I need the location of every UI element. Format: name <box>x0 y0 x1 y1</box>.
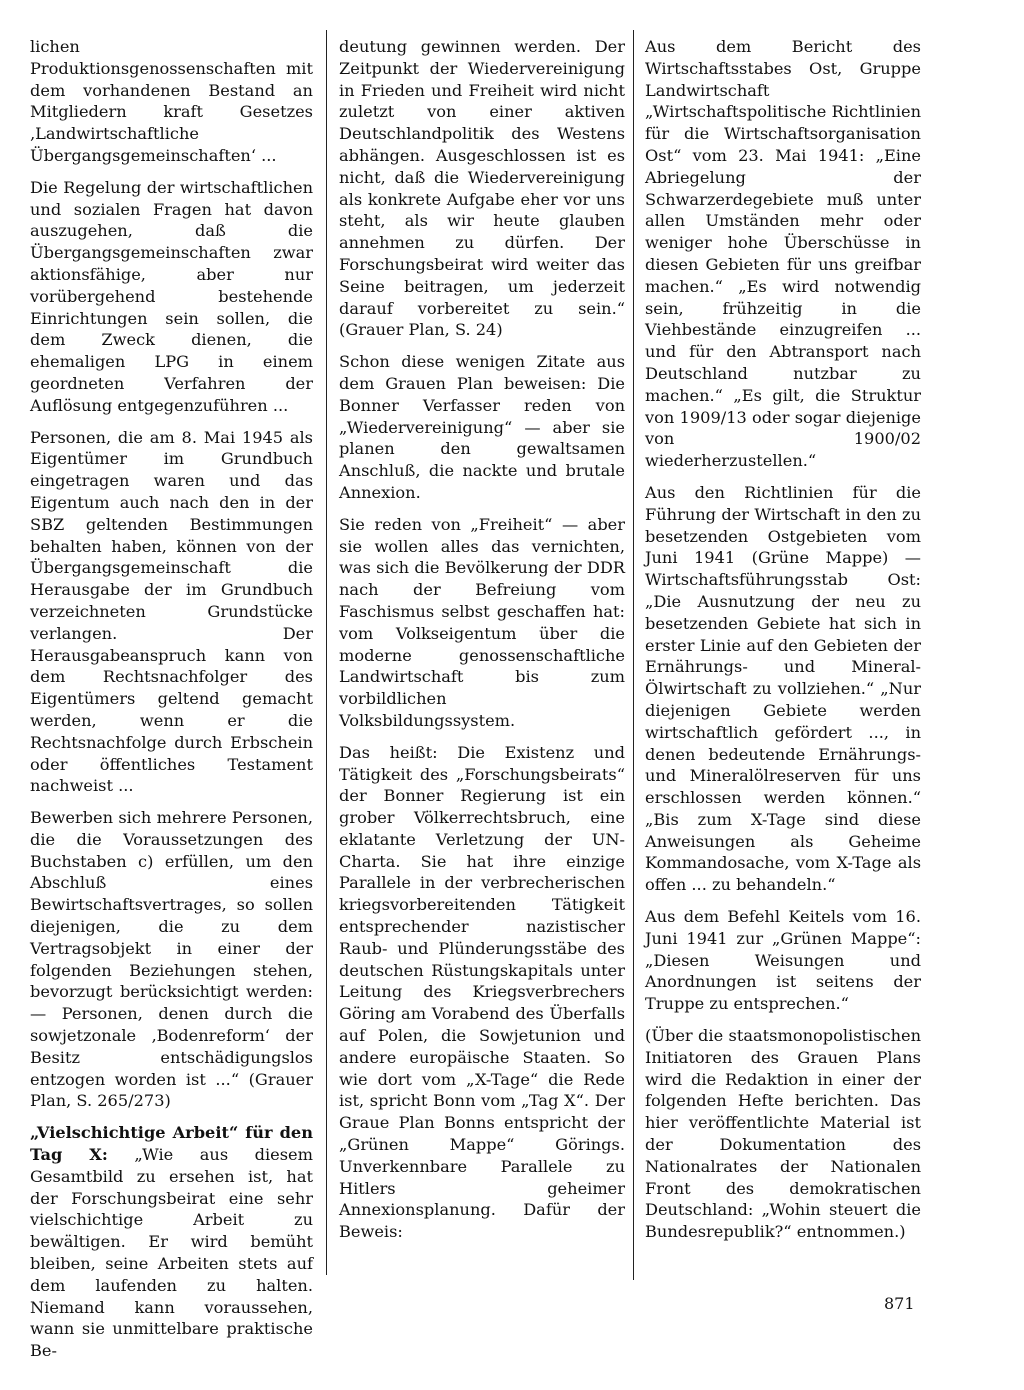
paragraph: Aus dem Bericht des Wirtschaftsstabes Ost, Gruppe Landwirtschaft „Wirtschaftspolitische Richtlinien für die Wirtschaftsorganisation Ost“ vom 23. Mai 1941: „Eine Abriegelung der Schwarzerdegebiete muß unter allen Umständen mehr oder weniger hohe Überschüsse in diesen Gebieten für uns greifbar machen.“ „Es wird notwendig sein, frühzeitig in die Viehbestände einzugreifen ... und für den Abtransport nach Deutschland nutzbar zu machen.“ „Es gilt, die Struktur von 1909/13 oder sogar diejenige von 1900/02 wiederherzustellen.“ <box>645 37 921 471</box>
paragraph: Bewerben sich mehrere Personen, die die Voraussetzungen des Buchstaben c) erfüllen, um den Abschluß eines Bewirtschaftsvertrages, so sollen diejenigen, die zu dem Vertragsobjekt in einer der folgenden Beziehungen stehen, bevorzugt berücksichtigt werden: — Personen, denen durch die sowjetzonale ‚Bodenreform‘ der Besitz entschädigungslos entzogen worden ist ...“ (Grauer Plan, S. 265/273) <box>30 808 313 1111</box>
paragraph-text: „Wie aus diesem Gesamtbild zu ersehen ist, hat der Forschungsbeirat eine sehr vielschichtige Arbeit zu bewältigen. Er wird bemüht bleiben, seine Arbeiten stets auf dem laufenden zu halten. Niemand kann voraussehen, wann sie unmittelbare praktische Be- <box>30 1145 313 1361</box>
page-number: 871 <box>884 1294 915 1313</box>
section-heading: „Vielschichtige Arbeit“ für den Tag X: <box>30 1123 313 1165</box>
paragraph: Aus den Richtlinien für die Führung der Wirtschaft in den zu besetzenden Ostgebieten vom Juni 1941 (Grüne Mappe) — Wirtschaftsführungsstab Ost: „Die Ausnutzung der neu zu besetzenden Gebiete hat sich in erster Linie auf den Gebieten der Ernährungs- und Mineral-Ölwirtschaft zu vollziehen.“ „Nur diejenigen Gebiete werden wirtschaftlich gefördert ..., in denen bedeutende Ernährungs- und Mineralölreserven für uns erschlossen werden können.“ „Bis zum X-Tage sind diese Anweisungen als Geheime Kommandosache, vom X-Tage als offen ... zu behandeln.“ <box>645 482 921 895</box>
text-column-3 <box>645 36 921 1253</box>
paragraph: Aus dem Befehl Keitels vom 16. Juni 1941 zur „Grünen Mappe“: „Diesen Weisungen und Anordnungen ist seitens der Truppe zu entsprechen.“ <box>645 907 921 1014</box>
paragraph <box>30 1122 313 1362</box>
paragraph: Die Regelung der wirtschaftlichen und sozialen Fragen hat davon auszugehen, daß die Übergangsgemeinschaften zwar aktionsfähige, aber nur vorübergehend bestehende Einrichtungen sein sollen, die dem Zweck dienen, die ehemaligen LPG in einem geordneten Verfahren der Auflösung entgegenzuführen ... <box>30 177 313 415</box>
paragraph: Das heißt: Die Existenz und Tätigkeit des „Forschungsbeirats“ der Bonner Regierung ist ein grober Völkerrechtsbruch, eine eklatante Verletzung der UN-Charta. Sie hat ihre einzige Parallele in der verbrecherischen kriegsvorbereitenden Tätigkeit entsprechender nazistischer Raub- und Plünderungsstäbe des deutschen Rüstungskapitals unter Leitung des Kriegsverbrechers Göring am Vorabend des Überfalls auf Polen, die Sowjetunion und andere europäische Staaten. So wie dort vom „X-Tage“ die Rede ist, spricht Bonn vom „Tag X“. Der Graue Plan Bonns entspricht der „Grünen Mappe“ Görings. Unverkennbare Parallele zu Hitlers geheimer Annexionsplanung. Dafür der Beweis: <box>339 742 625 1242</box>
text-column-2 <box>339 36 625 1253</box>
text-column-1 <box>30 36 313 1372</box>
paragraph: lichen Produktionsgenossenschaften mit dem vorhandenen Bestand an Mitgliedern kraft Gesetzes ‚Landwirtschaftliche Übergangsgemeinschaften‘ ... <box>30 37 313 165</box>
column-divider <box>326 30 327 1275</box>
paragraph: Sie reden von „Freiheit“ — aber sie wollen alles das vernichten, was sich die Bevölkerung der DDR nach der Befreiung vom Faschismus selbst geschaffen hat: vom Volkseigentum über die moderne genossenschaftliche Landwirtschaft bis zum vorbildlichen Volksbildungssystem. <box>339 514 625 730</box>
paragraph: deutung gewinnen werden. Der Zeitpunkt der Wiedervereinigung in Frieden und Freiheit wird nicht zuletzt von einer aktiven Deutschlandpolitik des Westens abhängen. Ausgeschlossen ist es nicht, daß die Wiedervereinigung als konkrete Aufgabe eher vor uns steht, als wir heute glauben annehmen zu dürfen. Der Forschungsbeirat wird weiter das Seine beitragen, um jederzeit darauf vorbereitet zu sein.“ (Grauer Plan, S. 24) <box>339 37 625 340</box>
column-divider <box>633 30 634 1280</box>
paragraph: (Über die staatsmonopolistischen Initiatoren des Grauen Plans wird die Redaktion in einer der folgenden Hefte berichten. Das hier veröffentlichte Material ist der Dokumentation des Nationalrates der Nationalen Front des demokratischen Deutschland: „Wohin steuert die Bundesrepublik?“ entnommen.) <box>645 1026 921 1242</box>
paragraph: Schon diese wenigen Zitate aus dem Grauen Plan beweisen: Die Bonner Verfasser reden von „Wiedervereinigung“ — aber sie planen den gewaltsamen Anschluß, die nackte und brutale Annexion. <box>339 352 625 502</box>
paragraph: Personen, die am 8. Mai 1945 als Eigentümer im Grundbuch eingetragen waren und das Eigentum auch nach den in der SBZ geltenden Bestimmungen behalten haben, können von der Übergangsgemeinschaft die Herausgabe der im Grundbuch verzeichneten Grundstücke verlangen. Der Herausgabeanspruch kann von dem Rechtsnachfolger des Eigentümers geltend gemacht werden, wenn er die Rechtsnachfolge durch Erbschein oder öffentliches Testament nachweist ... <box>30 427 313 796</box>
